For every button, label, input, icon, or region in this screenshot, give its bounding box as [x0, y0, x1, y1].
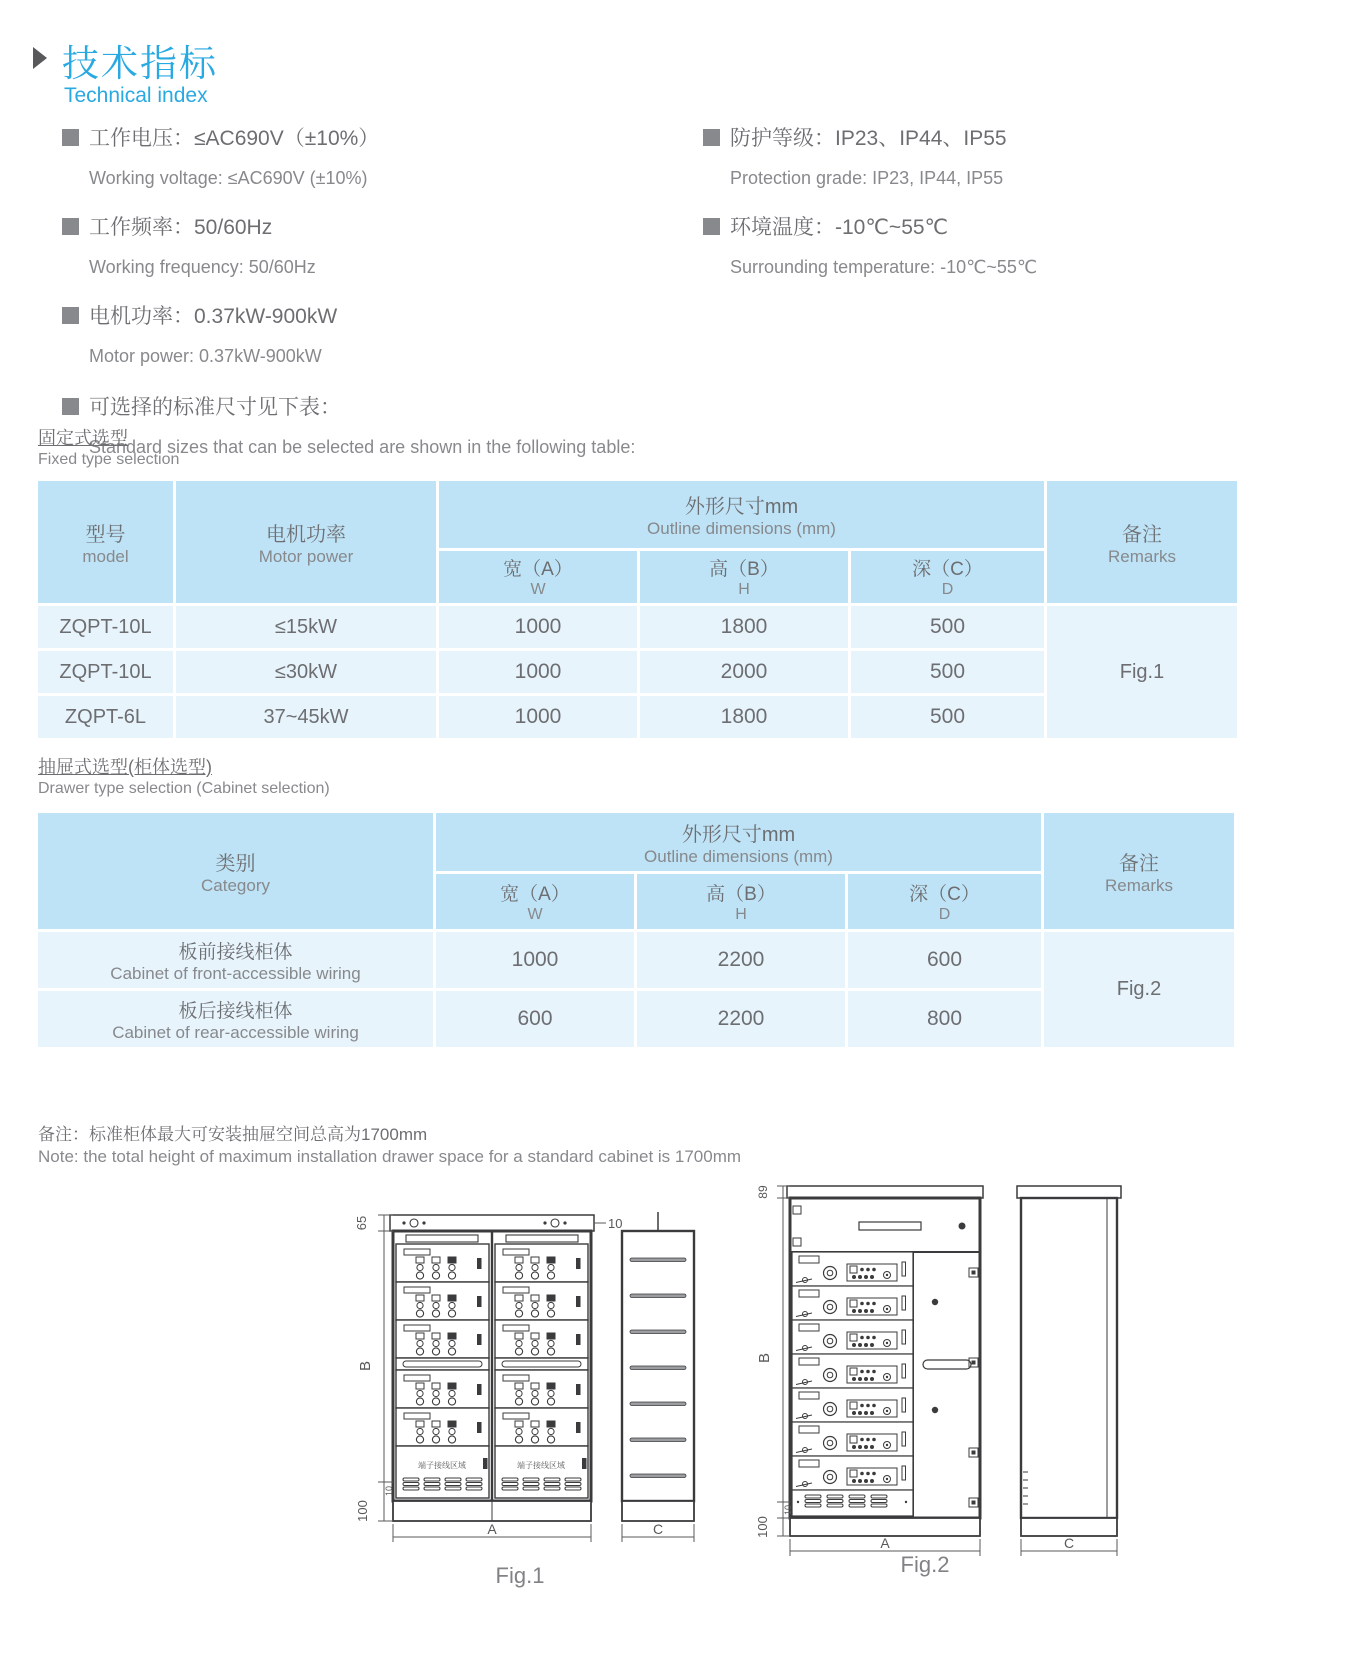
fixed-type-table — [35, 478, 1240, 741]
fig2-caption: Fig.2 — [900, 1552, 950, 1577]
spec-cn-text: 工作频率：50/60Hz — [89, 216, 273, 239]
spec-en-text: Working voltage: ≤AC690V (±10%) — [89, 168, 368, 188]
fig2-dim-top-label: 89 — [756, 1185, 770, 1199]
fig1-front-view — [390, 1215, 594, 1521]
square-bullet-icon — [703, 218, 720, 235]
col-header-category: 类别 Category — [38, 813, 433, 929]
fig2-dim-bottom-label: 100 — [755, 1516, 770, 1538]
fig2-dim-small-label: 10 — [783, 1504, 793, 1516]
cell-model: ZQPT-10L — [38, 651, 173, 693]
cell-power: ≤15kW — [176, 606, 436, 648]
cell-height: 2200 — [637, 932, 845, 988]
table-row — [38, 932, 1234, 988]
cell-height: 2200 — [637, 991, 845, 1047]
fig1-cabinet-drawing — [340, 1190, 700, 1580]
spec-item — [62, 391, 662, 421]
cell-width: 1000 — [439, 651, 637, 693]
col-header-outline-dimensions: 外形尺寸mm Outline dimensions (mm) — [436, 813, 1041, 871]
col-header-outline-dimensions: 外形尺寸mm Outline dimensions (mm) — [439, 481, 1044, 548]
cell-depth: 800 — [848, 991, 1041, 1047]
spec-list-right — [703, 122, 1323, 300]
fig1-dim-top-label: 65 — [354, 1215, 369, 1231]
table-intro-en: Standard sizes that can be selected are shown in the following table: — [89, 437, 636, 457]
fig1-terminal-area-label: 端子接线区域 — [418, 1461, 466, 1470]
cell-width: 1000 — [436, 932, 634, 988]
fixed-section-title-en: Fixed type selection — [38, 451, 180, 468]
drawer-type-table — [35, 810, 1237, 1050]
spec-cn-text: 工作电压：≤AC690V（±10%） — [89, 127, 380, 150]
spec-cn-text: 防护等级：IP23、IP44、IP55 — [730, 127, 1007, 150]
fig2-dim-height-label: B — [756, 1352, 773, 1364]
drawer-section-title-en: Drawer type selection (Cabinet selection) — [38, 780, 330, 797]
cell-depth: 500 — [851, 696, 1044, 738]
note-en: Note: the total height of maximum installation drawer space for a standard cabinet is 1700mm — [38, 1147, 742, 1166]
cell-power: 37~45kW — [176, 696, 436, 738]
cell-width: 600 — [436, 991, 634, 1047]
col-header-remarks: 备注 Remarks — [1047, 481, 1237, 603]
cell-width: 1000 — [439, 606, 637, 648]
fig1-caption: Fig.1 — [495, 1563, 545, 1588]
col-header-depth: 深（C） D — [851, 551, 1044, 603]
col-header-depth: 深（C） D — [848, 874, 1041, 929]
spec-item — [62, 211, 662, 241]
cell-model: ZQPT-10L — [38, 606, 173, 648]
spec-list-left — [62, 122, 662, 480]
cell-remarks: Fig.2 — [1044, 932, 1234, 1047]
cell-depth: 500 — [851, 606, 1044, 648]
fig2-front-view — [787, 1186, 983, 1536]
spec-item — [62, 300, 662, 330]
square-bullet-icon — [62, 218, 79, 235]
table-intro-cn: 可选择的标准尺寸见下表： — [89, 396, 341, 419]
col-header-width: 宽（A） W — [436, 874, 634, 929]
fig1-side-view — [622, 1212, 694, 1521]
cell-height: 1800 — [640, 696, 848, 738]
fig1-terminal-area-label: 端子接线区域 — [517, 1461, 565, 1470]
fig1-dim-width-label: A — [487, 1521, 497, 1537]
cell-depth: 600 — [848, 932, 1041, 988]
col-header-model: 型号 model — [38, 481, 173, 603]
cell-height: 1800 — [640, 606, 848, 648]
spec-en-text: Surrounding temperature: -10℃~55℃ — [730, 257, 1038, 277]
cell-depth: 500 — [851, 651, 1044, 693]
col-header-motor-power: 电机功率 Motor power — [176, 481, 436, 603]
square-bullet-icon — [62, 307, 79, 324]
cell-category: 板前接线柜体 Cabinet of front-accessible wiring — [38, 932, 433, 988]
fig2-dim-depth-label: C — [1063, 1535, 1075, 1551]
fig1-dim-bottom-label: 100 — [355, 1500, 370, 1522]
cell-category: 板后接线柜体 Cabinet of rear-accessible wiring — [38, 991, 433, 1047]
page-subtitle: Technical index — [64, 84, 208, 107]
col-header-remarks: 备注 Remarks — [1044, 813, 1234, 929]
col-header-height: 高（B） H — [640, 551, 848, 603]
square-bullet-icon — [62, 398, 79, 415]
cell-height: 2000 — [640, 651, 848, 693]
note-cn: 备注：标准柜体最大可安装抽屉空间总高为1700mm — [38, 1125, 428, 1144]
fig1-dim-small-label: 10 — [384, 1485, 394, 1497]
fig2-side-view — [1017, 1186, 1121, 1536]
spec-cn-text: 环境温度：-10℃~55℃ — [730, 216, 949, 239]
spec-item — [703, 211, 1323, 241]
section-arrow-icon — [33, 47, 47, 69]
page-title: 技术指标 — [62, 43, 218, 84]
spec-en-text: Working frequency: 50/60Hz — [89, 257, 316, 277]
cell-remarks: Fig.1 — [1047, 606, 1237, 738]
square-bullet-icon — [703, 129, 720, 146]
spec-en-text: Motor power: 0.37kW-900kW — [89, 346, 322, 366]
fig1-dim-top-right-label: 10 — [608, 1216, 623, 1231]
square-bullet-icon — [62, 129, 79, 146]
cell-width: 1000 — [439, 696, 637, 738]
spec-item — [703, 122, 1323, 152]
cell-model: ZQPT-6L — [38, 696, 173, 738]
fig1-dim-depth-label: C — [652, 1521, 664, 1537]
fig2-dim-width-label: A — [880, 1535, 890, 1551]
cell-power: ≤30kW — [176, 651, 436, 693]
spec-item — [62, 122, 662, 152]
fig1-dim-height-label: B — [357, 1360, 374, 1372]
fig2-cabinet-drawing — [725, 1172, 1125, 1572]
col-header-width: 宽（A） W — [439, 551, 637, 603]
table-row — [38, 606, 1237, 648]
fixed-section-title-cn: 固定式选型 — [38, 428, 128, 448]
spec-cn-text: 电机功率：0.37kW-900kW — [89, 305, 338, 328]
drawer-section-title-cn: 抽屉式选型(柜体选型) — [38, 757, 212, 777]
spec-en-text: Protection grade: IP23, IP44, IP55 — [730, 168, 1004, 188]
col-header-height: 高（B） H — [637, 874, 845, 929]
